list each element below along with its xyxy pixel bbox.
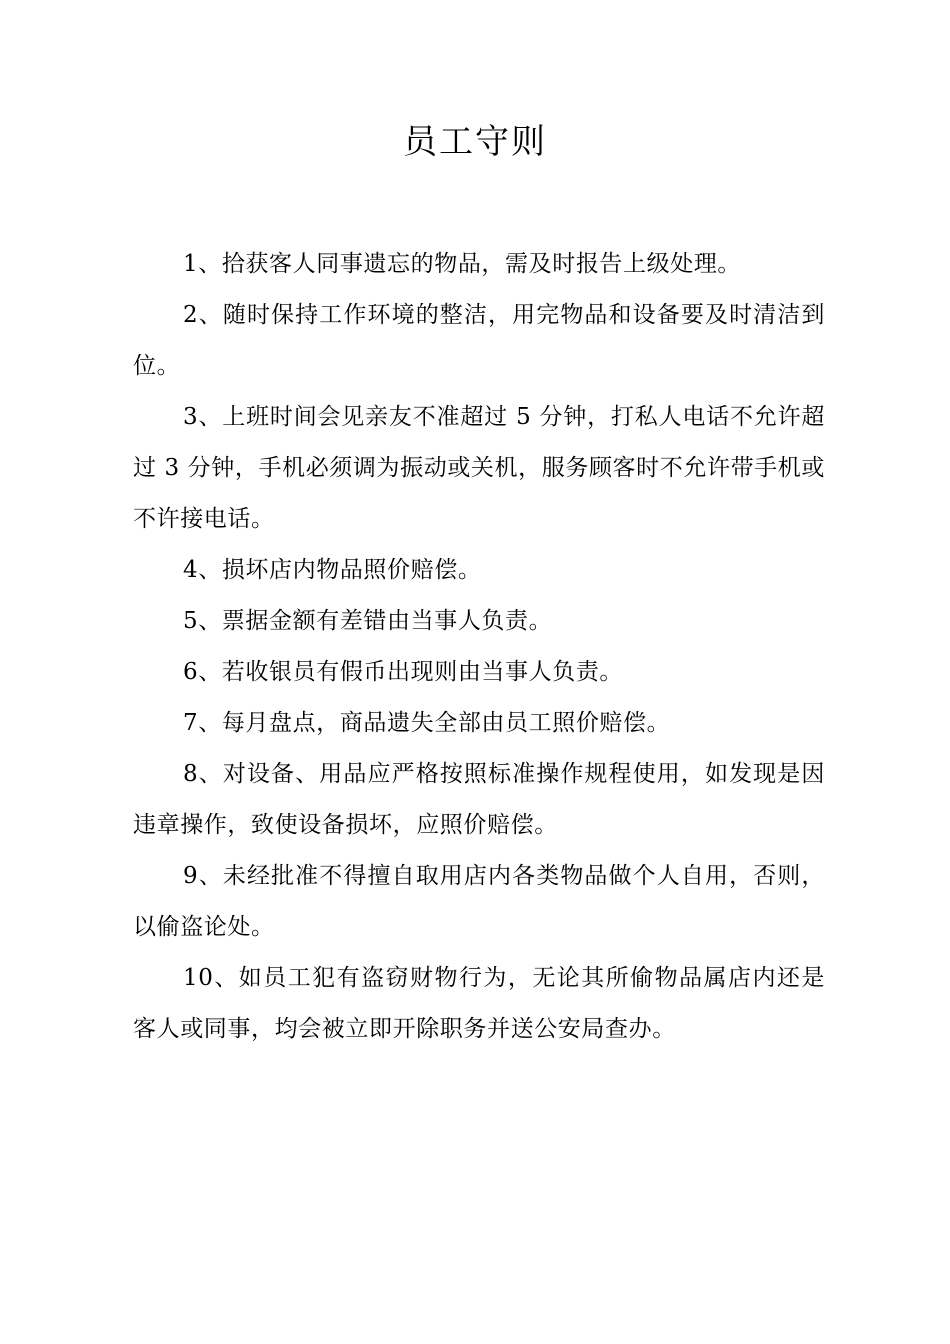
document-title: 员工守则 bbox=[403, 122, 547, 162]
rule-item-10: 10、如员工犯有盗窃财物行为，无论其所偷物品属店内还是客人或同事，均会被立即开除职务并送公安局查办。 bbox=[133, 965, 825, 1042]
rule-item-7: 7、每月盘点，商品遗失全部由员工照价赔偿。 bbox=[183, 710, 671, 736]
rule-item-8: 8、对设备、用品应严格按照标准操作规程使用，如发现是因违章操作，致使设备损坏，应照价赔偿。 bbox=[133, 761, 825, 838]
rules-list bbox=[133, 239, 825, 1055]
rule-item-6: 6、若收银员有假币出现则由当事人负责。 bbox=[183, 659, 624, 685]
rule-item-4: 4、损坏店内物品照价赔偿。 bbox=[183, 557, 482, 583]
rule-item-9: 9、未经批准不得擅自取用店内各类物品做个人自用，否则，以偷盗论处。 bbox=[133, 863, 825, 940]
rule-item-3: 3、上班时间会见亲友不准超过 5 分钟，打私人电话不允许超过 3 分钟，手机必须调为振动或关机，服务顾客时不允许带手机或不许接电话。 bbox=[133, 404, 825, 532]
rule-item-2: 2、随时保持工作环境的整洁，用完物品和设备要及时清洁到位。 bbox=[133, 302, 825, 379]
rule-item-1: 1、拾获客人同事遗忘的物品，需及时报告上级处理。 bbox=[183, 251, 742, 277]
rule-item-5: 5、票据金额有差错由当事人负责。 bbox=[183, 608, 553, 634]
